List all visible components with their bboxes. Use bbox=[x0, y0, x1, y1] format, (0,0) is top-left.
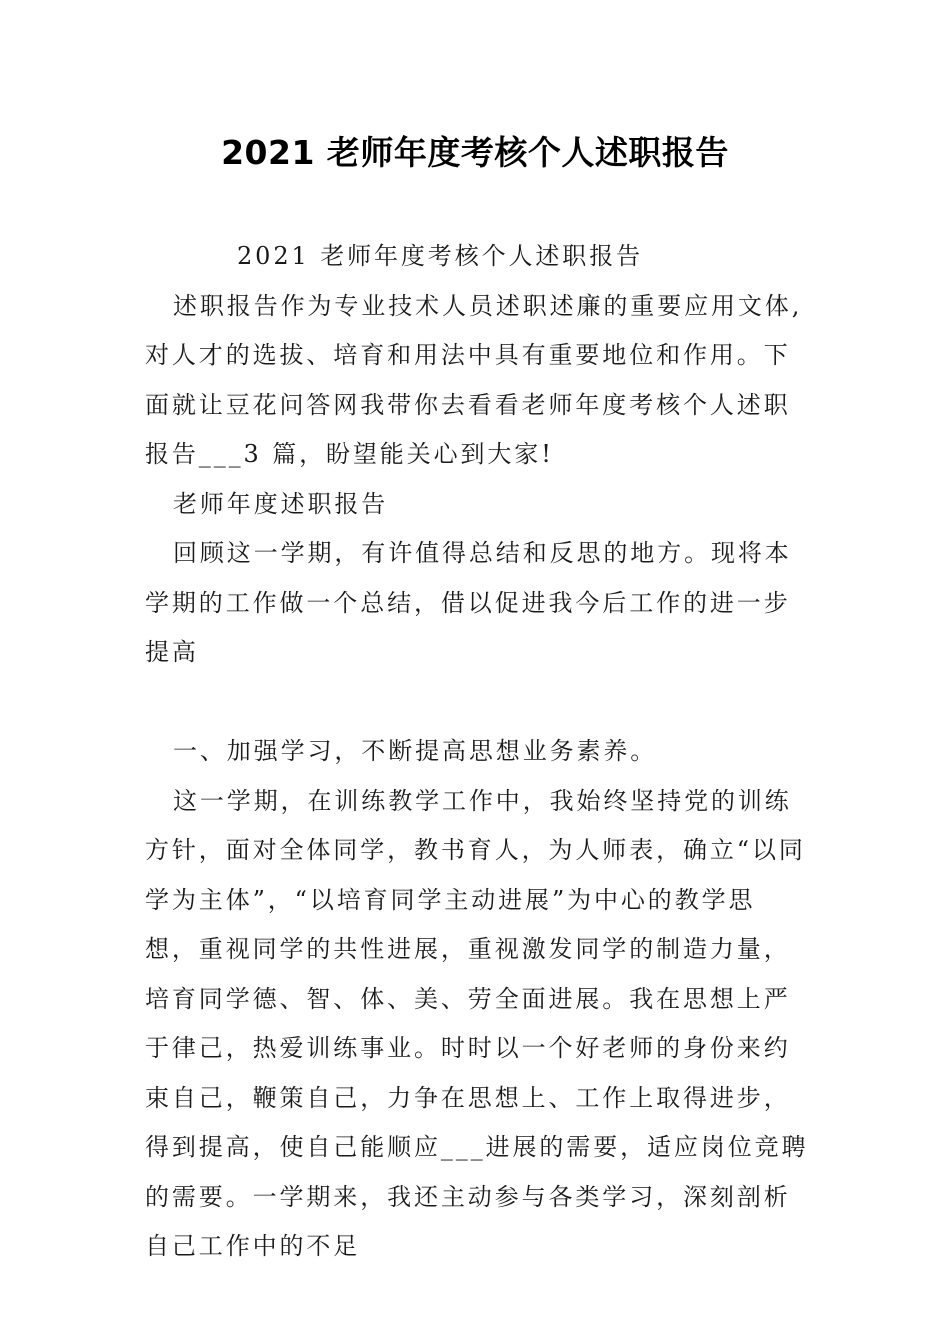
section-heading: 老师年度述职报告 bbox=[173, 489, 389, 518]
paragraph-spacer bbox=[145, 678, 809, 728]
point-heading: 一、加强学习，不断提高思想业务素养。 bbox=[173, 737, 658, 765]
document-subtitle: 2021 老师年度考核个人述职报告 bbox=[237, 242, 644, 270]
body-paragraph: 这一学期，在训练教学工作中，我始终坚持党的训练方针，面对全体同学，教书育人，为人师表，确立“以同学为主体”，“以培育同学主动进展”为中心的教学思想，重视同学的共性进展，重视激发同学的制造力量，培育同学德、智、体、美、劳全面进展。我在思想上严于律己，热爱训练事业。时时以一个好老师的身份来约束自己，鞭策自己，力争在思想上、工作上取得进步，得到提高，使自己能顺应___进展的需要，适应岗位竞聘的需要。一学期来，我还主动参与各类学习，深刻剖析自己工作中的不足 bbox=[145, 786, 809, 1260]
intro-paragraph: 述职报告作为专业技术人员述职述廉的重要应用文体,对人才的选拔、培育和用法中具有重要地位和作用。下面就让豆花问答网我带你去看看老师年度考核个人述职报告___3 篇，盼望能关心到大家! bbox=[145, 291, 803, 468]
review-paragraph: 回顾这一学期，有许值得总结和反思的地方。现将本学期的工作做一个总结，借以促进我今后工作的进一步提高 bbox=[145, 539, 792, 666]
document-body bbox=[145, 232, 809, 1272]
document-title: 2021 老师年度考核个人述职报告 bbox=[221, 133, 729, 172]
